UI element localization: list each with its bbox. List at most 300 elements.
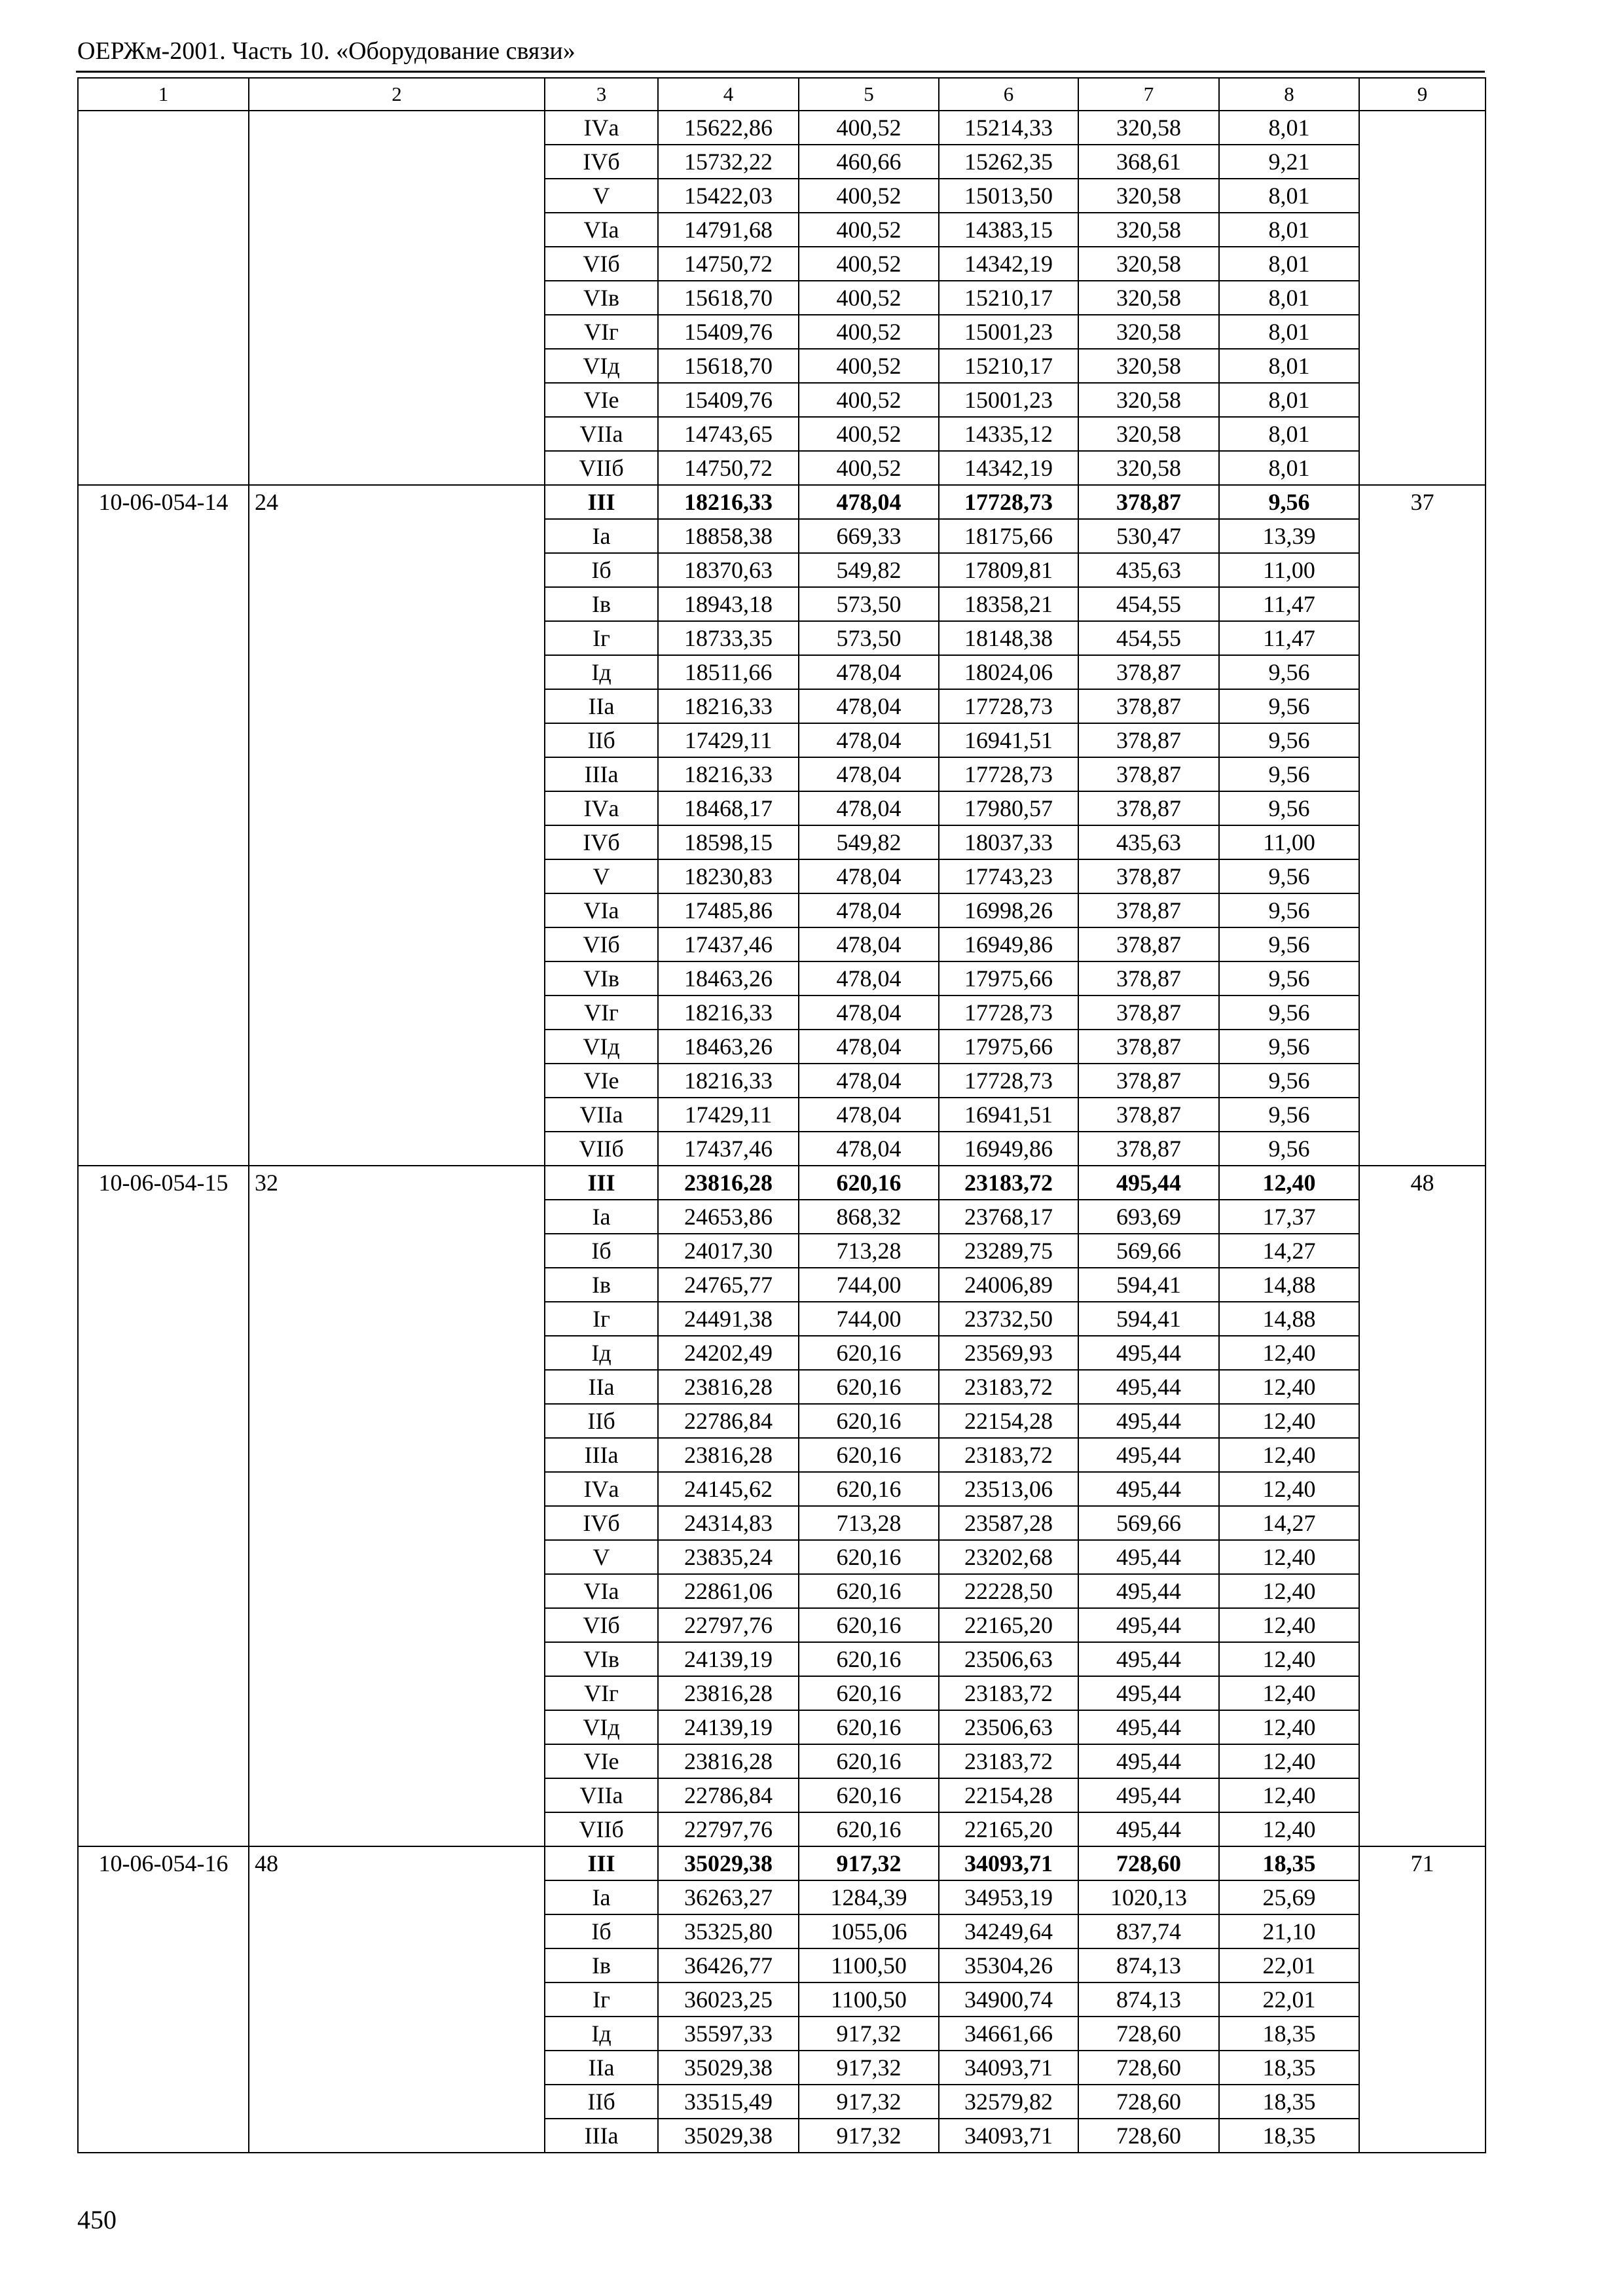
table-cell: 9,56 bbox=[1219, 485, 1359, 519]
table-cell: 8,01 bbox=[1219, 349, 1359, 383]
table-cell: Iа bbox=[545, 1880, 658, 1914]
table-cell: 17743,23 bbox=[939, 859, 1078, 893]
table-cell: 9,56 bbox=[1219, 927, 1359, 961]
table-cell: 17728,73 bbox=[939, 689, 1078, 723]
table-cell: 15422,03 bbox=[658, 179, 799, 213]
table-cell: 495,44 bbox=[1078, 1608, 1219, 1642]
table-cell: 11,00 bbox=[1219, 825, 1359, 859]
table-cell: 728,60 bbox=[1078, 2119, 1219, 2153]
table-cell: 9,56 bbox=[1219, 723, 1359, 757]
table-cell: Iд bbox=[545, 2017, 658, 2051]
table-cell: 728,60 bbox=[1078, 2017, 1219, 2051]
rate-code: 10-06-054-16 bbox=[78, 1846, 249, 2153]
table-cell: 23816,28 bbox=[658, 1438, 799, 1472]
table-cell: 620,16 bbox=[799, 1472, 939, 1506]
table-cell: 12,40 bbox=[1219, 1710, 1359, 1744]
table-cell: 620,16 bbox=[799, 1540, 939, 1574]
table-cell: 35029,38 bbox=[658, 2051, 799, 2085]
table-cell: 15210,17 bbox=[939, 281, 1078, 315]
table-cell: VIг bbox=[545, 315, 658, 349]
table-cell: 12,40 bbox=[1219, 1370, 1359, 1404]
column-header: 1 bbox=[78, 78, 249, 111]
table-cell: 18216,33 bbox=[658, 485, 799, 519]
table-cell: 478,04 bbox=[799, 1098, 939, 1132]
table-cell: 18733,35 bbox=[658, 621, 799, 655]
table-cell: 23183,72 bbox=[939, 1370, 1078, 1404]
table-cell: 400,52 bbox=[799, 451, 939, 485]
table-cell: 23816,28 bbox=[658, 1166, 799, 1200]
table-cell: IIа bbox=[545, 1370, 658, 1404]
table-cell: 495,44 bbox=[1078, 1166, 1219, 1200]
table-cell: 8,01 bbox=[1219, 111, 1359, 145]
table-cell: 573,50 bbox=[799, 621, 939, 655]
table-cell: 23835,24 bbox=[658, 1540, 799, 1574]
column-header-row bbox=[78, 78, 1486, 111]
table-cell: 400,52 bbox=[799, 417, 939, 451]
table-cell: 9,56 bbox=[1219, 1064, 1359, 1098]
table-cell: 400,52 bbox=[799, 179, 939, 213]
table-cell: VIIа bbox=[545, 1098, 658, 1132]
table-cell: 18148,38 bbox=[939, 621, 1078, 655]
table-cell: VIIб bbox=[545, 1132, 658, 1166]
table-cell: VIIб bbox=[545, 1812, 658, 1846]
column-header: 2 bbox=[249, 78, 545, 111]
table-cell: 24139,19 bbox=[658, 1642, 799, 1676]
table-cell: 17437,46 bbox=[658, 927, 799, 961]
table-cell: 14342,19 bbox=[939, 247, 1078, 281]
table-cell: VIб bbox=[545, 1608, 658, 1642]
table-cell: 22797,76 bbox=[658, 1608, 799, 1642]
table-cell: 15409,76 bbox=[658, 383, 799, 417]
table-cell: 400,52 bbox=[799, 315, 939, 349]
table-cell: 12,40 bbox=[1219, 1812, 1359, 1846]
table-cell: 917,32 bbox=[799, 2017, 939, 2051]
table-cell: 12,40 bbox=[1219, 1336, 1359, 1370]
table-cell: 594,41 bbox=[1078, 1268, 1219, 1302]
table-cell: 530,47 bbox=[1078, 519, 1219, 553]
table-cell: 16949,86 bbox=[939, 1132, 1078, 1166]
table-cell: 378,87 bbox=[1078, 1098, 1219, 1132]
table-cell: 18,35 bbox=[1219, 2085, 1359, 2119]
table-cell: IIIа bbox=[545, 2119, 658, 2153]
table-cell: 320,58 bbox=[1078, 111, 1219, 145]
table-cell: 14750,72 bbox=[658, 451, 799, 485]
table-cell: 1100,50 bbox=[799, 1948, 939, 1982]
rate-quantity: 32 bbox=[249, 1166, 545, 1846]
table-cell: 14,88 bbox=[1219, 1268, 1359, 1302]
table-cell: 478,04 bbox=[799, 655, 939, 689]
page-number: 450 bbox=[77, 2205, 117, 2234]
table-cell: 594,41 bbox=[1078, 1302, 1219, 1336]
table-cell: 478,04 bbox=[799, 757, 939, 791]
table-cell: Iв bbox=[545, 1948, 658, 1982]
table-cell: 620,16 bbox=[799, 1336, 939, 1370]
header-rule bbox=[76, 71, 1485, 73]
table-cell: 478,04 bbox=[799, 1064, 939, 1098]
table-cell: 22786,84 bbox=[658, 1404, 799, 1438]
table-cell: VIа bbox=[545, 213, 658, 247]
table-cell: IVа bbox=[545, 791, 658, 825]
table-cell: 478,04 bbox=[799, 893, 939, 927]
table-cell: 18,35 bbox=[1219, 1846, 1359, 1880]
table-cell: 17429,11 bbox=[658, 723, 799, 757]
table-cell: 15622,86 bbox=[658, 111, 799, 145]
table-cell: 18,35 bbox=[1219, 2051, 1359, 2085]
table-cell: 378,87 bbox=[1078, 757, 1219, 791]
table-cell: 478,04 bbox=[799, 961, 939, 996]
table-cell: 9,21 bbox=[1219, 145, 1359, 179]
document-header: ОЕРЖм-2001. Часть 10. «Оборудование связи» bbox=[77, 37, 575, 65]
table-cell: V bbox=[545, 1540, 658, 1574]
table-cell: 34900,74 bbox=[939, 1982, 1078, 2017]
table-cell: 17728,73 bbox=[939, 485, 1078, 519]
table-cell: 22797,76 bbox=[658, 1812, 799, 1846]
table-cell: 917,32 bbox=[799, 2051, 939, 2085]
table-cell: 15013,50 bbox=[939, 179, 1078, 213]
table-cell: III bbox=[545, 485, 658, 519]
continued-code-cell bbox=[78, 111, 249, 485]
table-cell: VIIа bbox=[545, 1778, 658, 1812]
table-cell: Iг bbox=[545, 1302, 658, 1336]
table-cell: 620,16 bbox=[799, 1744, 939, 1778]
table-cell: 874,13 bbox=[1078, 1948, 1219, 1982]
table-cell: 18463,26 bbox=[658, 961, 799, 996]
table-cell: 15214,33 bbox=[939, 111, 1078, 145]
table-cell: VIв bbox=[545, 281, 658, 315]
table-cell: 620,16 bbox=[799, 1778, 939, 1812]
table-cell: 378,87 bbox=[1078, 485, 1219, 519]
table-cell: VIе bbox=[545, 1064, 658, 1098]
table-cell: 17429,11 bbox=[658, 1098, 799, 1132]
table-cell: 34953,19 bbox=[939, 1880, 1078, 1914]
table-cell: Iд bbox=[545, 655, 658, 689]
table-cell: VIв bbox=[545, 961, 658, 996]
table-cell: 23506,63 bbox=[939, 1642, 1078, 1676]
table-cell: VIIб bbox=[545, 451, 658, 485]
table-cell: 495,44 bbox=[1078, 1540, 1219, 1574]
table-cell: Iг bbox=[545, 621, 658, 655]
table-cell: 1055,06 bbox=[799, 1914, 939, 1948]
table-cell: 8,01 bbox=[1219, 247, 1359, 281]
table-cell: 23768,17 bbox=[939, 1200, 1078, 1234]
table-cell: 13,39 bbox=[1219, 519, 1359, 553]
table-cell: 874,13 bbox=[1078, 1982, 1219, 2017]
table-cell: 9,56 bbox=[1219, 791, 1359, 825]
table-cell: 17975,66 bbox=[939, 1030, 1078, 1064]
table-cell: 23569,93 bbox=[939, 1336, 1078, 1370]
table-cell: 478,04 bbox=[799, 723, 939, 757]
table-row bbox=[78, 485, 1486, 519]
table-cell: 378,87 bbox=[1078, 1030, 1219, 1064]
table-cell: VIа bbox=[545, 893, 658, 927]
table-cell: 18943,18 bbox=[658, 587, 799, 621]
table-cell: 478,04 bbox=[799, 1132, 939, 1166]
table-cell: 24145,62 bbox=[658, 1472, 799, 1506]
table-cell: 18024,06 bbox=[939, 655, 1078, 689]
table-cell: 24491,38 bbox=[658, 1302, 799, 1336]
table-cell: 400,52 bbox=[799, 349, 939, 383]
table-cell: 12,40 bbox=[1219, 1438, 1359, 1472]
table-cell: 15001,23 bbox=[939, 383, 1078, 417]
table-cell: 478,04 bbox=[799, 1030, 939, 1064]
table-cell: 620,16 bbox=[799, 1642, 939, 1676]
table-cell: 18598,15 bbox=[658, 825, 799, 859]
table-cell: 378,87 bbox=[1078, 689, 1219, 723]
table-cell: 23202,68 bbox=[939, 1540, 1078, 1574]
table-cell: 478,04 bbox=[799, 485, 939, 519]
table-cell: 495,44 bbox=[1078, 1812, 1219, 1846]
column-header: 7 bbox=[1078, 78, 1219, 111]
table-cell: VIе bbox=[545, 383, 658, 417]
table-cell: 16941,51 bbox=[939, 723, 1078, 757]
table-cell: 1100,50 bbox=[799, 1982, 939, 2017]
table-cell: 8,01 bbox=[1219, 315, 1359, 349]
table-cell: 18468,17 bbox=[658, 791, 799, 825]
table-cell: 34093,71 bbox=[939, 2119, 1078, 2153]
table-cell: VIе bbox=[545, 1744, 658, 1778]
table-cell: 24653,86 bbox=[658, 1200, 799, 1234]
table-cell: 18370,63 bbox=[658, 553, 799, 587]
table-cell: Iв bbox=[545, 587, 658, 621]
table-cell: 454,55 bbox=[1078, 621, 1219, 655]
table-cell: Iа bbox=[545, 1200, 658, 1234]
table-cell: 837,74 bbox=[1078, 1914, 1219, 1948]
table-cell: 320,58 bbox=[1078, 315, 1219, 349]
table-cell: IIа bbox=[545, 2051, 658, 2085]
table-cell: 15262,35 bbox=[939, 145, 1078, 179]
table-cell: 36426,77 bbox=[658, 1948, 799, 1982]
table-cell: 22154,28 bbox=[939, 1778, 1078, 1812]
table-cell: 320,58 bbox=[1078, 383, 1219, 417]
table-cell: Iа bbox=[545, 519, 658, 553]
table-cell: 14,88 bbox=[1219, 1302, 1359, 1336]
table-cell: 23183,72 bbox=[939, 1438, 1078, 1472]
table-cell: 34093,71 bbox=[939, 1846, 1078, 1880]
table-cell: 14750,72 bbox=[658, 247, 799, 281]
table-cell: 14383,15 bbox=[939, 213, 1078, 247]
table-cell: 12,40 bbox=[1219, 1778, 1359, 1812]
table-cell: 8,01 bbox=[1219, 417, 1359, 451]
table-cell: 35304,26 bbox=[939, 1948, 1078, 1982]
table-cell: 23587,28 bbox=[939, 1506, 1078, 1540]
table-cell: 9,56 bbox=[1219, 689, 1359, 723]
table-cell: 17728,73 bbox=[939, 1064, 1078, 1098]
table-cell: 16998,26 bbox=[939, 893, 1078, 927]
table-cell: 620,16 bbox=[799, 1608, 939, 1642]
table-cell: 9,56 bbox=[1219, 893, 1359, 927]
table-cell: 495,44 bbox=[1078, 1438, 1219, 1472]
table-cell: 569,66 bbox=[1078, 1506, 1219, 1540]
table-cell: 495,44 bbox=[1078, 1676, 1219, 1710]
table-cell: 25,69 bbox=[1219, 1880, 1359, 1914]
table-cell: 9,56 bbox=[1219, 961, 1359, 996]
table-cell: 620,16 bbox=[799, 1404, 939, 1438]
table-cell: VIд bbox=[545, 349, 658, 383]
table-cell: 400,52 bbox=[799, 111, 939, 145]
rate-col9: 37 bbox=[1359, 485, 1486, 1166]
table-cell: 669,33 bbox=[799, 519, 939, 553]
table-cell: 9,56 bbox=[1219, 1030, 1359, 1064]
table-cell: 378,87 bbox=[1078, 893, 1219, 927]
table-cell: 16949,86 bbox=[939, 927, 1078, 961]
table-cell: 495,44 bbox=[1078, 1710, 1219, 1744]
table-cell: 320,58 bbox=[1078, 179, 1219, 213]
table-cell: 12,40 bbox=[1219, 1642, 1359, 1676]
table-cell: 378,87 bbox=[1078, 1064, 1219, 1098]
continued-col9-cell bbox=[1359, 111, 1486, 485]
table-cell: 713,28 bbox=[799, 1234, 939, 1268]
table-cell: V bbox=[545, 859, 658, 893]
table-cell: 8,01 bbox=[1219, 451, 1359, 485]
table-cell: 12,40 bbox=[1219, 1676, 1359, 1710]
table-cell: 14,27 bbox=[1219, 1234, 1359, 1268]
table-cell: 15732,22 bbox=[658, 145, 799, 179]
table-cell: 378,87 bbox=[1078, 1132, 1219, 1166]
table-cell: 12,40 bbox=[1219, 1166, 1359, 1200]
table-cell: 8,01 bbox=[1219, 383, 1359, 417]
table-cell: III bbox=[545, 1846, 658, 1880]
table-cell: 18511,66 bbox=[658, 655, 799, 689]
table-cell: 549,82 bbox=[799, 825, 939, 859]
table-cell: 320,58 bbox=[1078, 417, 1219, 451]
table-cell: IVа bbox=[545, 111, 658, 145]
table-cell: III bbox=[545, 1166, 658, 1200]
table-cell: 1020,13 bbox=[1078, 1880, 1219, 1914]
table-cell: 12,40 bbox=[1219, 1744, 1359, 1778]
table-cell: 22228,50 bbox=[939, 1574, 1078, 1608]
table-cell: 16941,51 bbox=[939, 1098, 1078, 1132]
table-cell: 573,50 bbox=[799, 587, 939, 621]
table-cell: 36023,25 bbox=[658, 1982, 799, 2017]
table-cell: 22165,20 bbox=[939, 1608, 1078, 1642]
table-cell: 23289,75 bbox=[939, 1234, 1078, 1268]
table-cell: 15618,70 bbox=[658, 281, 799, 315]
table-cell: 620,16 bbox=[799, 1710, 939, 1744]
table-cell: Iб bbox=[545, 553, 658, 587]
table-cell: 23816,28 bbox=[658, 1744, 799, 1778]
table-cell: IIб bbox=[545, 723, 658, 757]
table-cell: IIб bbox=[545, 2085, 658, 2119]
table-cell: 478,04 bbox=[799, 996, 939, 1030]
table-cell: IVа bbox=[545, 1472, 658, 1506]
table-cell: 744,00 bbox=[799, 1268, 939, 1302]
table-cell: 33515,49 bbox=[658, 2085, 799, 2119]
table-cell: Iд bbox=[545, 1336, 658, 1370]
table-cell: 24314,83 bbox=[658, 1506, 799, 1540]
table-cell: 917,32 bbox=[799, 2085, 939, 2119]
table-cell: 23816,28 bbox=[658, 1676, 799, 1710]
table-cell: 320,58 bbox=[1078, 281, 1219, 315]
table-cell: Iб bbox=[545, 1234, 658, 1268]
column-header: 4 bbox=[658, 78, 799, 111]
table-cell: 35597,33 bbox=[658, 2017, 799, 2051]
table-cell: 12,40 bbox=[1219, 1574, 1359, 1608]
table-cell: 14791,68 bbox=[658, 213, 799, 247]
table-cell: 378,87 bbox=[1078, 655, 1219, 689]
table-cell: 495,44 bbox=[1078, 1642, 1219, 1676]
continued-qty-cell bbox=[249, 111, 545, 485]
table-cell: 478,04 bbox=[799, 927, 939, 961]
table-cell: 495,44 bbox=[1078, 1778, 1219, 1812]
table-cell: 34661,66 bbox=[939, 2017, 1078, 2051]
table-cell: 22165,20 bbox=[939, 1812, 1078, 1846]
table-cell: 18175,66 bbox=[939, 519, 1078, 553]
table-cell: 14743,65 bbox=[658, 417, 799, 451]
table-cell: 14,27 bbox=[1219, 1506, 1359, 1540]
table-cell: 22154,28 bbox=[939, 1404, 1078, 1438]
table-cell: 23732,50 bbox=[939, 1302, 1078, 1336]
table-cell: VIг bbox=[545, 1676, 658, 1710]
table-cell: 400,52 bbox=[799, 281, 939, 315]
table-cell: VIг bbox=[545, 996, 658, 1030]
table-cell: 17437,46 bbox=[658, 1132, 799, 1166]
table-cell: 9,56 bbox=[1219, 1132, 1359, 1166]
table-cell: 24139,19 bbox=[658, 1710, 799, 1744]
table-cell: 728,60 bbox=[1078, 2051, 1219, 2085]
table-cell: 1284,39 bbox=[799, 1880, 939, 1914]
table-cell: 17809,81 bbox=[939, 553, 1078, 587]
table-cell: 917,32 bbox=[799, 2119, 939, 2153]
table-cell: 620,16 bbox=[799, 1438, 939, 1472]
table-cell: 728,60 bbox=[1078, 1846, 1219, 1880]
table-cell: 9,56 bbox=[1219, 859, 1359, 893]
rate-code: 10-06-054-14 bbox=[78, 485, 249, 1166]
table-cell: 23506,63 bbox=[939, 1710, 1078, 1744]
table-cell: 17728,73 bbox=[939, 996, 1078, 1030]
table-row bbox=[78, 111, 1486, 145]
table-cell: 24017,30 bbox=[658, 1234, 799, 1268]
table-cell: 9,56 bbox=[1219, 655, 1359, 689]
table-cell: 378,87 bbox=[1078, 791, 1219, 825]
table-cell: 368,61 bbox=[1078, 145, 1219, 179]
table-cell: 15409,76 bbox=[658, 315, 799, 349]
table-cell: 8,01 bbox=[1219, 213, 1359, 247]
table-cell: 11,47 bbox=[1219, 587, 1359, 621]
table-cell: 17485,86 bbox=[658, 893, 799, 927]
table-cell: 728,60 bbox=[1078, 2085, 1219, 2119]
table-cell: IIIа bbox=[545, 1438, 658, 1472]
table-cell: 23816,28 bbox=[658, 1370, 799, 1404]
table-cell: 744,00 bbox=[799, 1302, 939, 1336]
table-cell: VIа bbox=[545, 1574, 658, 1608]
rate-col9: 48 bbox=[1359, 1166, 1486, 1846]
table-cell: 460,66 bbox=[799, 145, 939, 179]
table-cell: 320,58 bbox=[1078, 349, 1219, 383]
table-cell: 495,44 bbox=[1078, 1404, 1219, 1438]
table-cell: 14335,12 bbox=[939, 417, 1078, 451]
table-cell: 478,04 bbox=[799, 791, 939, 825]
table-cell: 495,44 bbox=[1078, 1472, 1219, 1506]
table-cell: 378,87 bbox=[1078, 723, 1219, 757]
table-cell: 693,69 bbox=[1078, 1200, 1219, 1234]
table-cell: 18216,33 bbox=[658, 689, 799, 723]
table-cell: 18858,38 bbox=[658, 519, 799, 553]
table-cell: 9,56 bbox=[1219, 996, 1359, 1030]
column-header: 8 bbox=[1219, 78, 1359, 111]
table-cell: 11,00 bbox=[1219, 553, 1359, 587]
table-cell: 917,32 bbox=[799, 1846, 939, 1880]
rate-quantity: 48 bbox=[249, 1846, 545, 2153]
table-cell: 868,32 bbox=[799, 1200, 939, 1234]
table-cell: VIб bbox=[545, 247, 658, 281]
table-cell: 18358,21 bbox=[939, 587, 1078, 621]
column-header: 5 bbox=[799, 78, 939, 111]
table-cell: IVб bbox=[545, 1506, 658, 1540]
table-cell: 22,01 bbox=[1219, 1982, 1359, 2017]
table-cell: 12,40 bbox=[1219, 1404, 1359, 1438]
table-cell: 18463,26 bbox=[658, 1030, 799, 1064]
table-cell: 378,87 bbox=[1078, 961, 1219, 996]
